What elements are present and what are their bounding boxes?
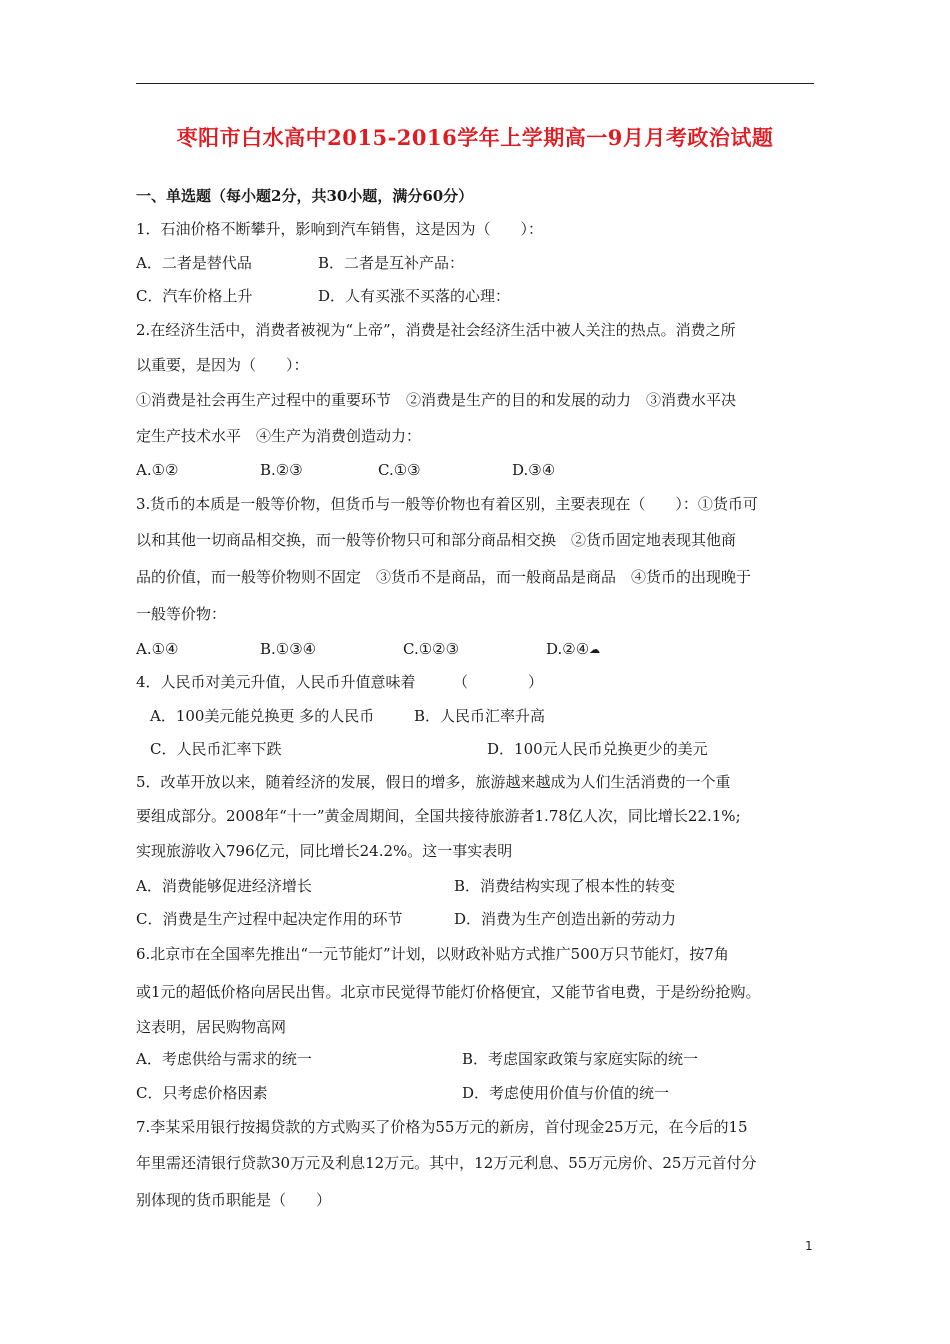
q6-stem-line-2: 或1元的超低价格向居民出售。北京市民觉得节能灯价格便宜，又能节省电费，于是纷纷抢购。 <box>136 983 761 1001</box>
q6-stem-line-3: 这表明，居民购物高网 <box>136 1018 287 1036</box>
q7-stem-line-2: 年里需还清银行贷款30万元及利息12万元。其中，12万元利息、55万元房价、25万元首付分 <box>136 1154 757 1172</box>
q3-stem-line-2: 以和其他一切商品相交换，而一般等价物只可和部分商品相交换 ②货币固定地表现其他商 <box>136 531 737 549</box>
q4-option-c: C．人民币汇率下跌 <box>150 740 282 758</box>
q2-option-c: C.①③ <box>378 461 421 479</box>
q5-option-d: D．消费为生产创造出新的劳动力 <box>454 910 677 928</box>
q1-option-d: D．人有买涨不买落的心理： <box>318 287 511 305</box>
q5-stem-line-2: 要组成部分。2008年“十一”黄金周期间，全国共接待旅游者1.78亿人次，同比增长22.1%; <box>136 807 741 825</box>
q6-option-a: A．考虑供给与需求的统一 <box>136 1050 312 1068</box>
q5-option-a: A．消费能够促进经济增长 <box>136 877 312 895</box>
q1-option-a: A．二者是替代品 <box>136 254 252 272</box>
q5-option-b: B．消费结构实现了根本性的转变 <box>454 877 676 895</box>
q6-option-d: D．考虑使用价值与价值的统一 <box>462 1084 670 1102</box>
page-title: 枣阳市白水高中2015-2016学年上学期高一9月月考政治试题 <box>176 125 774 150</box>
q3-option-c: C.①②③ <box>403 640 460 658</box>
q2-stem-line-2: 以重要，是因为（ ）： <box>136 356 309 374</box>
q4-stem: 4．人民币对美元升值，人民币升值意味着 （ ） <box>136 673 544 691</box>
q3-option-d-wrap <box>546 639 600 660</box>
q7-stem-line-3: 别体现的货币职能是（ ） <box>136 1191 332 1209</box>
q6-option-c: C．只考虑价格因素 <box>136 1084 268 1102</box>
section-heading: 一、单选题（每小题2分，共30小题，满分60分） <box>136 187 474 205</box>
q2-option-d: D.③④ <box>512 461 556 479</box>
q3-stem-line-3: 品的价值，而一般等价物则不固定 ③货币不是商品，而一般商品是商品 ④货币的出现晚于 <box>136 568 752 586</box>
q3-option-d: D.②④ <box>546 640 590 658</box>
header-rule <box>136 83 814 84</box>
q2-option-b: B.②③ <box>260 461 303 479</box>
q6-stem-line-1: 6.北京市在全国率先推出“一元节能灯”计划，以财政补贴方式推广500万只节能灯，按7角 <box>136 945 729 963</box>
q2-stem-line-3: ①消费是社会再生产过程中的重要环节 ②消费是生产的目的和发展的动力 ③消费水平决 <box>136 391 737 409</box>
q1-option-b: B．二者是互补产品： <box>318 254 465 272</box>
q4-option-b: B．人民币汇率升高 <box>414 707 546 725</box>
q3-stem-line-4: 一般等价物： <box>136 605 227 623</box>
q4-option-a: A．100美元能兑换更 多的人民币 <box>150 707 375 725</box>
q1-stem: 1．石油价格不断攀升，影响到汽车销售，这是因为（ ）： <box>136 220 544 238</box>
q5-option-c: C．消费是生产过程中起决定作用的环节 <box>136 910 403 928</box>
watermark-glyph-icon: ☁ <box>589 643 601 656</box>
q3-stem-line-1: 3.货币的本质是一般等价物，但货币与一般等价物也有着区别，主要表现在（ ）：①货币可 <box>136 495 758 513</box>
q2-option-a: A.①② <box>136 461 179 479</box>
q5-stem-line-1: 5．改革开放以来，随着经济的发展，假日的增多，旅游越来越成为人们生活消费的一个重 <box>136 773 731 791</box>
q6-option-b: B．考虑国家政策与家庭实际的统一 <box>462 1050 699 1068</box>
q1-option-c: C．汽车价格上升 <box>136 287 253 305</box>
page-number: 1 <box>805 1239 813 1253</box>
q2-stem-line-1: 2.在经济生活中，消费者被视为“上帝”，消费是社会经济生活中被人关注的热点。消费之所 <box>136 321 736 339</box>
q4-option-d: D．100元人民币兑换更少的美元 <box>487 740 708 758</box>
q5-stem-line-3: 实现旅游收入796亿元，同比增长24.2%。这一事实表明 <box>136 842 513 860</box>
q3-option-a: A.①④ <box>136 640 179 658</box>
q2-stem-line-4: 定生产技术水平 ④生产为消费创造动力： <box>136 427 422 445</box>
q3-option-b: B.①③④ <box>260 640 317 658</box>
q7-stem-line-1: 7.李某采用银行按揭贷款的方式购买了价格为55万元的新房，首付现金25万元，在今后的15 <box>136 1118 748 1136</box>
